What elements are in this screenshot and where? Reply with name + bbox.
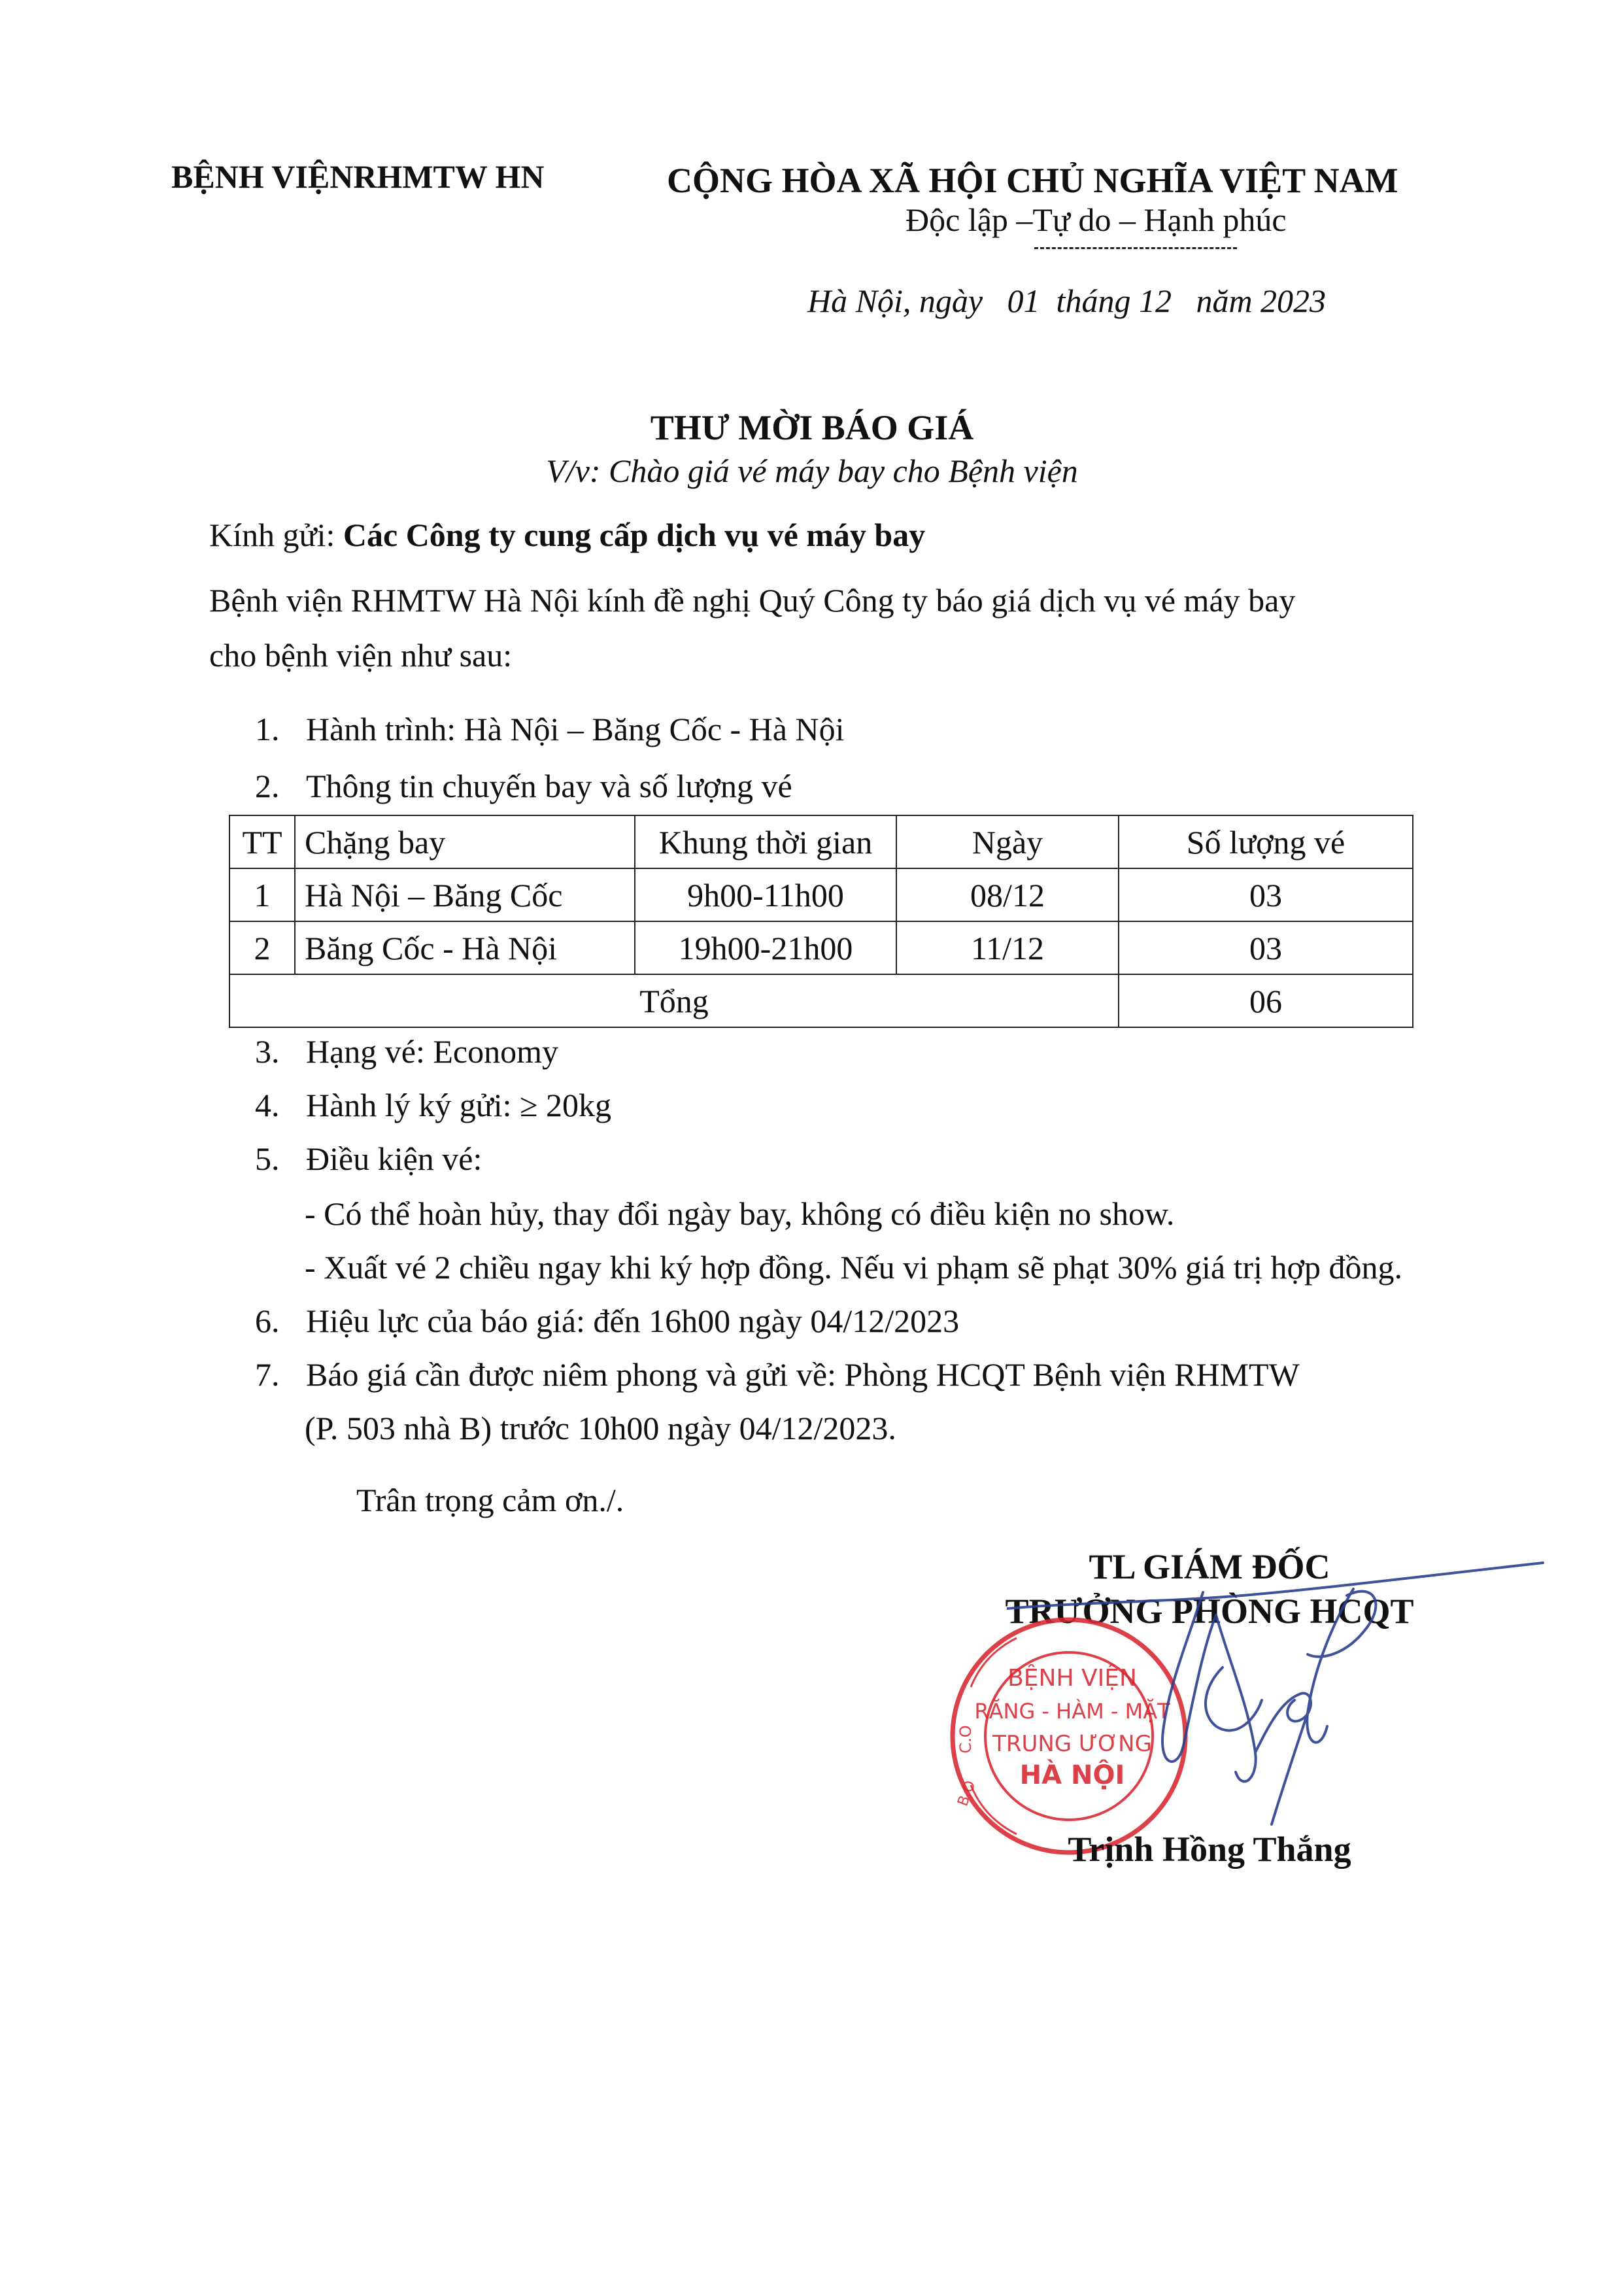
table-row bbox=[229, 868, 1413, 921]
stamp-side-text: C.O bbox=[956, 1725, 975, 1754]
date-prefix: Hà Nội, ngày bbox=[807, 282, 983, 319]
intro-line-2: cho bệnh viện như sau: bbox=[209, 637, 513, 674]
item-number: 1. bbox=[255, 711, 280, 747]
handwritten-signature-icon bbox=[1007, 1556, 1563, 1831]
column-header: Chặng bay bbox=[295, 815, 635, 868]
table-row bbox=[229, 921, 1413, 974]
item-number: 7. bbox=[255, 1356, 280, 1393]
date-line bbox=[807, 281, 1326, 320]
closing-line: Trân trọng cảm ơn./. bbox=[356, 1482, 624, 1518]
column-header: Số lượng vé bbox=[1119, 815, 1413, 868]
hospital-name: BỆNH VIỆNRHMTW HN bbox=[171, 158, 545, 195]
table-header-row bbox=[229, 815, 1413, 868]
table-cell: 03 bbox=[1119, 921, 1413, 974]
item-text: Hạng vé: Economy bbox=[306, 1033, 559, 1070]
date-month: tháng 12 bbox=[1056, 282, 1172, 319]
column-header: Khung thời gian bbox=[635, 815, 896, 868]
flight-table bbox=[229, 815, 1413, 1028]
stamp-line-4: HÀ NỘI bbox=[1019, 1760, 1125, 1790]
signer-role-line-2: TRƯỞNG PHÒNG HCQT bbox=[1005, 1592, 1414, 1631]
ticket-condition: - Xuất vé 2 chiều ngay khi ký hợp đồng. Nếu vi phạm sẽ phạt 30% giá trị hợp đồng. bbox=[305, 1249, 1402, 1286]
date-day: 01 bbox=[1007, 282, 1040, 319]
item-number: 5. bbox=[255, 1140, 280, 1177]
list-item bbox=[255, 1355, 1300, 1394]
list-item bbox=[255, 766, 792, 806]
date-year: năm 2023 bbox=[1196, 282, 1327, 319]
signer-role-line-1: TL GIÁM ĐỐC bbox=[1089, 1547, 1330, 1586]
item-number: 3. bbox=[255, 1033, 280, 1070]
signer-name: Trịnh Hồng Thắng bbox=[1068, 1830, 1351, 1869]
recipient-line bbox=[209, 515, 925, 554]
list-item bbox=[255, 709, 844, 749]
stamp-line-1: BỆNH VIỆN bbox=[1007, 1665, 1137, 1692]
ticket-condition: - Có thể hoàn hủy, thay đổi ngày bay, không có điều kiện no show. bbox=[305, 1195, 1175, 1232]
national-motto: Độc lập –Tự do – Hạnh phúc bbox=[905, 201, 1287, 238]
motto-divider bbox=[1034, 247, 1237, 249]
document-subject: V/v: Chào giá vé máy bay cho Bệnh viện bbox=[546, 452, 1078, 489]
table-cell: 2 bbox=[229, 921, 295, 974]
item-number: 6. bbox=[255, 1303, 280, 1339]
item-number: 4. bbox=[255, 1087, 280, 1123]
recipient-prefix: Kính gửi: bbox=[209, 517, 335, 553]
table-total-row bbox=[229, 974, 1413, 1027]
table-cell: Hà Nội – Băng Cốc bbox=[295, 868, 635, 921]
table-cell: 08/12 bbox=[896, 868, 1119, 921]
nation-name: CỘNG HÒA XÃ HỘI CHỦ NGHĨA VIỆT NAM bbox=[667, 161, 1398, 200]
list-item bbox=[255, 1032, 558, 1071]
item-text: Thông tin chuyến bay và số lượng vé bbox=[306, 768, 792, 804]
item-text: Báo giá cần được niêm phong và gửi về: Phòng HCQT Bệnh viện RHMTW bbox=[306, 1356, 1300, 1393]
table-cell: 03 bbox=[1119, 868, 1413, 921]
recipient-name: Các Công ty cung cấp dịch vụ vé máy bay bbox=[343, 517, 926, 553]
table-cell: 11/12 bbox=[896, 921, 1119, 974]
item-continuation: (P. 503 nhà B) trước 10h00 ngày 04/12/2023. bbox=[305, 1410, 896, 1446]
stamp-line-2: RĂNG - HÀM - MẶT bbox=[974, 1699, 1170, 1724]
item-text: Điều kiện vé: bbox=[306, 1140, 482, 1177]
item-text: Hành trình: Hà Nội – Băng Cốc - Hà Nội bbox=[306, 711, 845, 747]
item-number: 2. bbox=[255, 768, 280, 804]
total-value: 06 bbox=[1119, 974, 1413, 1027]
intro-line-1: Bệnh viện RHMTW Hà Nội kính đề nghị Quý Công ty báo giá dịch vụ vé máy bay bbox=[209, 582, 1296, 619]
stamp-bottom-text: B.O bbox=[955, 1778, 979, 1809]
item-text: Hiệu lực của báo giá: đến 16h00 ngày 04/12/2023 bbox=[306, 1303, 960, 1339]
list-item bbox=[255, 1085, 611, 1125]
column-header: TT bbox=[229, 815, 295, 868]
list-item bbox=[255, 1301, 959, 1340]
stamp-line-3: TRUNG ƯƠNG bbox=[992, 1731, 1152, 1757]
table-cell: 19h00-21h00 bbox=[635, 921, 896, 974]
column-header: Ngày bbox=[896, 815, 1119, 868]
table-cell: 9h00-11h00 bbox=[635, 868, 896, 921]
table-cell: 1 bbox=[229, 868, 295, 921]
total-label: Tổng bbox=[229, 974, 1119, 1027]
list-item bbox=[255, 1139, 482, 1178]
item-text: Hành lý ký gửi: ≥ 20kg bbox=[306, 1087, 612, 1123]
table-cell: Băng Cốc - Hà Nội bbox=[295, 921, 635, 974]
document-title: THƯ MỜI BÁO GIÁ bbox=[650, 408, 974, 447]
